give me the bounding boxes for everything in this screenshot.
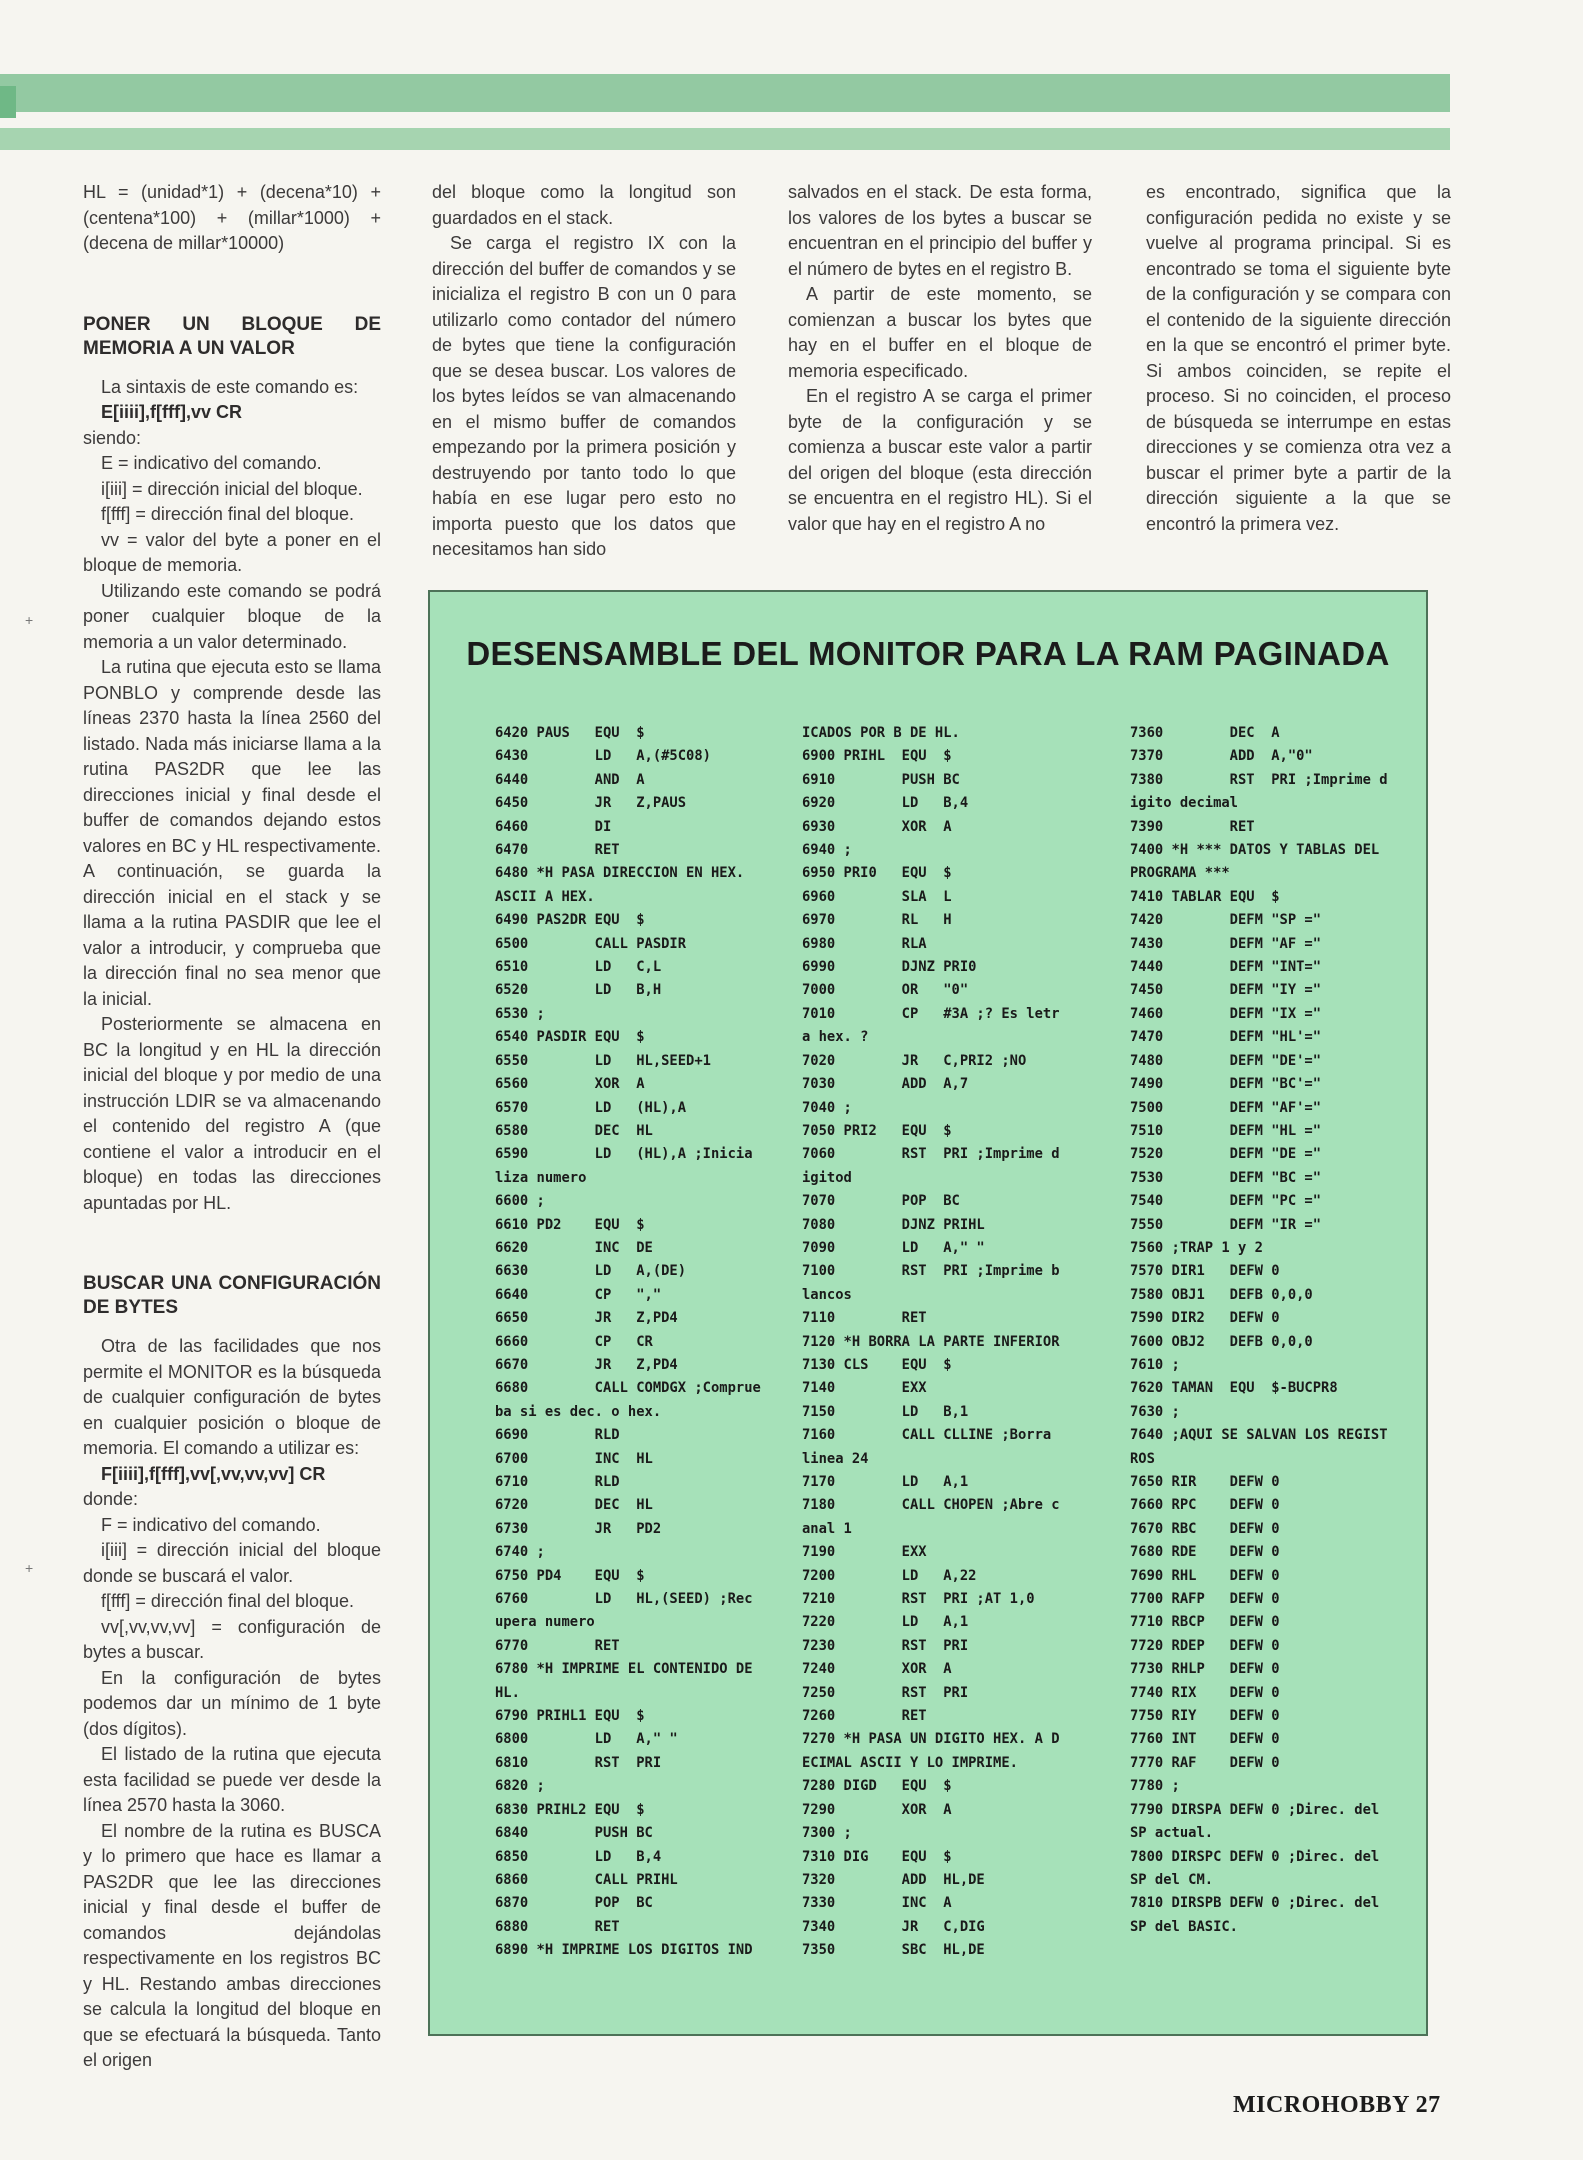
paragraph: Se carga el registro IX con la dirección del buffer de comandos y se inicializa el registro B con un 0 para utilizarlo como contador del número de bytes que tiene la configuración que se desea buscar. Los valores de los bytes leídos se van almacenando en el mismo buffer de comandos empezando por la primera posición y destruyendo por tanto todo lo que había en ese lugar pero esto no importa puesto que los datos que necesitamos han sido [432,233,736,559]
magazine-name: MICROHOBBY [1233,2092,1410,2118]
paragraph: Otra de las facilidades que nos permite el MONITOR es la búsqueda de cualquier configuración de bytes en cualquier posición o bloque de memoria. El comando a utilizar es: [83,1336,381,1458]
definition: i[iii] = dirección inicial del bloque. [101,478,363,499]
listing-column-3: 7360 DEC A 7370 ADD A,"0" 7380 RST PRI ;Imprime d igito decimal 7390 RET 7400 *H *** DATOS Y TABLAS DEL PROGRAMA *** 7410 TABLAR EQU $ 7420 DEFM "SP =" 7430 DEFM "AF =" 7440 DEFM "INT=" 7450 DEFM "IY =" 7460 DEFM "IX =" 7470 DEFM "HL'=" 7480 DEFM "DE'=" 7490 DEFM "BC'=" 7500 DEFM "AF'=" 7510 DEFM "HL =" 7520 DEFM "DE =" 7530 DEFM "BC =" 7540 DEFM "PC =" 7550 DEFM "IR =" 7560 ;TRAP 1 y 2 7570 DIR1 DEFW 0 7580 OBJ1 DEFB 0,0,0 7590 DIR2 DEFW 0 7600 OBJ2 DEFB 0,0,0 7610 ; 7620 TAMAN EQU $-BUCPR8 7630 ; 7640 ;AQUI SE SALVAN LOS REGIST ROS 7650 RIR DEFW 0 7660 RPC DEFW 0 7670 RBC DEFW 0 7680 RDE DEFW 0 7690 RHL DEFW 0 7700 RAFP DEFW 0 7710 RBCP DEFW 0 7720 RDEP DEFW 0 7730 RHLP DEFW 0 7740 RIX DEFW 0 7750 RIY DEFW 0 7760 INT DEFW 0 7770 RAF DEFW 0 7780 ; 7790 DIRSPA DEFW 0 ;Direc. del SP actual. 7800 DIRSPC DEFW 0 ;Direc. del SP del CM. 7810 DIRSPB DEFW 0 ;Direc. del SP del BASIC. [1130,725,1388,1935]
section-heading: BUSCAR UNA CONFIGURACIÓN DE BYTES [83,1273,381,1318]
paragraph: del bloque como la longitud son guardados en el stack. [432,182,736,228]
listing-column-1: 6420 PAUS EQU $ 6430 LD A,(#5C08) 6440 AND A 6450 JR Z,PAUS 6460 DI 6470 RET 6480 *H PASA DIRECCION EN HEX. ASCII A HEX. 6490 PAS2DR EQU $ 6500 CALL PASDIR 6510 LD C,L 6520 LD B,H 6530 ; 6540 PASDIR EQU $ 6550 LD HL,SEED+1 6560 XOR A 6570 LD (HL),A 6580 DEC HL 6590 LD (HL),A ;Inicia liza numero 6600 ; 6610 PD2 EQU $ 6620 INC DE 6630 LD A,(DE) 6640 CP "," 6650 JR Z,PD4 6660 CP CR 6670 JR Z,PD4 6680 CALL COMDGX ;Comprue ba si es dec. o hex. 6690 RLD 6700 INC HL 6710 RLD 6720 DEC HL 6730 JR PD2 6740 ; 6750 PD4 EQU $ 6760 LD HL,(SEED) ;Rec upera numero 6770 RET 6780 *H IMPRIME EL CONTENIDO DE HL. 6790 PRIHL1 EQU $ 6800 LD A," " 6810 RST PRI 6820 ; 6830 PRIHL2 EQU $ 6840 PUSH BC 6850 LD B,4 6860 CALL PRIHL 6870 POP BC 6880 RET 6890 *H IMPRIME LOS DIGITOS IND [495,725,761,1959]
paragraph: En la configuración de bytes podemos dar un mínimo de 1 byte (dos dígitos). [83,1667,381,1739]
paragraph: donde: [83,1489,139,1509]
listing-box [428,590,1428,2036]
text-column-1 [83,180,381,2074]
text-column-3 [788,180,1092,537]
command-syntax: F[iiii],f[fff],vv[,vv,vv,vv] CR [101,1463,326,1484]
paragraph: Posteriormente se almacena en BC la longitud y en HL la dirección inicial del bloque y por medio de una instrucción LDIR se va almacenando el contenido del registro A (que contiene el valor a introducir en el bloque) en todas las direcciones apuntadas por HL. [83,1014,381,1213]
header-band-bottom [0,128,1450,150]
page-footer [1233,2092,1441,2119]
paragraph: La sintaxis de este comando es: [101,376,359,397]
paragraph: La rutina que ejecuta esto se llama PONBLO y comprende desde las líneas 2370 hasta la línea 2560 del listado. Nada más iniciarse llama a la rutina PAS2DR que lee las direcciones inicial y final desde el buffer de comandos dejando estos valores en BC y HL respectivamente. A continuación, se guarda la dirección inicial en el stack y se llama a la rutina PASDIR que lee el valor a introducir, y comprueba que la dirección final no sea menor que la inicial. [83,657,381,1009]
paragraph: En el registro A se carga el primer byte de la configuración y se comienza a buscar este valor a partir del origen del bloque (esta dirección se encuentra en el registro HL). Si el valor que hay en el registro A no [788,386,1092,534]
definition: E = indicativo del comando. [101,453,322,473]
definition: f[fff] = dirección final del bloque. [101,1591,355,1611]
paragraph: El nombre de la rutina es BUSCA y lo primero que hace es llamar a PAS2DR que lee las direcciones inicial y final desde el buffer de comandos dejándolas respectivamente en los registros BC y HL. Restando ambas direcciones se calcula la longitud del bloque en que se efectuará la búsqueda. Tanto el origen [83,1820,381,2070]
definition: F = indicativo del comando. [101,1514,321,1535]
binding-mark: + [25,612,34,628]
listing-column-2: ICADOS POR B DE HL. 6900 PRIHL EQU $ 6910 PUSH BC 6920 LD B,4 6930 XOR A 6940 ; 6950 PRI0 EQU $ 6960 SLA L 6970 RL H 6980 RLA 6990 DJNZ PRI0 7000 OR "0" 7010 CP #3A ;? Es letr a hex. ? 7020 JR C,PRI2 ;NO 7030 ADD A,7 7040 ; 7050 PRI2 EQU $ 7060 RST PRI ;Imprime d igitod 7070 POP BC 7080 DJNZ PRIHL 7090 LD A," " 7100 RST PRI ;Imprime b lancos 7110 RET 7120 *H BORRA LA PARTE INFERIOR 7130 CLS EQU $ 7140 EXX 7150 LD B,1 7160 CALL CLLINE ;Borra linea 24 7170 LD A,1 7180 CALL CHOPEN ;Abre c anal 1 7190 EXX 7200 LD A,22 7210 RST PRI ;AT 1,0 7220 LD A,1 7230 RST PRI 7240 XOR A 7250 RST PRI 7260 RET 7270 *H PASA UN DIGITO HEX. A D ECIMAL ASCII Y LO IMPRIME. 7280 DIGD EQU $ 7290 XOR A 7300 ; 7310 DIG EQU $ 7320 ADD HL,DE 7330 INC A 7340 JR C,DIG 7350 SBC HL,DE [802,725,1060,1959]
definition: i[iii] = dirección inicial del bloque donde se buscará el valor. [83,1540,381,1586]
paragraph: salvados en el stack. De esta forma, los valores de los bytes a buscar se encuentran en el principio del buffer y el número de bytes en el registro B. [788,182,1092,279]
definition: vv = valor del byte a poner en el bloque de memoria. [83,529,381,575]
binding-mark: + [25,1560,34,1576]
page-number: 27 [1415,2092,1441,2118]
definition: vv[,vv,vv,vv] = configuración de bytes a buscar. [83,1616,381,1662]
command-syntax: E[iiii],f[fff],vv CR [101,402,242,422]
definition: f[fff] = dirección final del bloque. [101,504,355,524]
paragraph: es encontrado, significa que la configuración pedida no existe y se vuelve al programa principal. Si es encontrado se toma el siguiente byte de la configuración y se compara con el contenido de la siguiente dirección en la que se encontró el primer byte. Si ambos coinciden, se repite el proceso. Si no coinciden, el proceso de búsqueda se interrumpe en estas direcciones y se comienza otra vez a buscar el primer byte a partir de la dirección siguiente a la que se encontró la primera vez. [1146,182,1451,534]
text-column-4 [1146,180,1451,537]
paragraph: Utilizando este comando se podrá poner cualquier bloque de la memoria a un valor determinado. [83,580,381,652]
paragraph: El listado de la rutina que ejecuta esta facilidad se puede ver desde la línea 2570 hasta la 3060. [83,1744,381,1815]
section-heading: PONER UN BLOQUE DE MEMORIA A UN VALOR [83,313,381,359]
page-edge-tab [0,86,16,118]
formula: HL = (unidad*1) + (decena*10) + (centena*100) + (millar*1000) + (decena de millar*10000) [83,182,381,253]
paragraph: A partir de este momento, se comienzan a buscar los bytes que hay en el buffer en el bloque de memoria especificado. [788,284,1092,381]
paragraph: siendo: [83,427,142,448]
text-column-2 [432,180,736,563]
header-band-top [0,74,1450,112]
listing-title: DESENSAMBLE DEL MONITOR PARA LA RAM PAGINADA [466,635,1390,672]
